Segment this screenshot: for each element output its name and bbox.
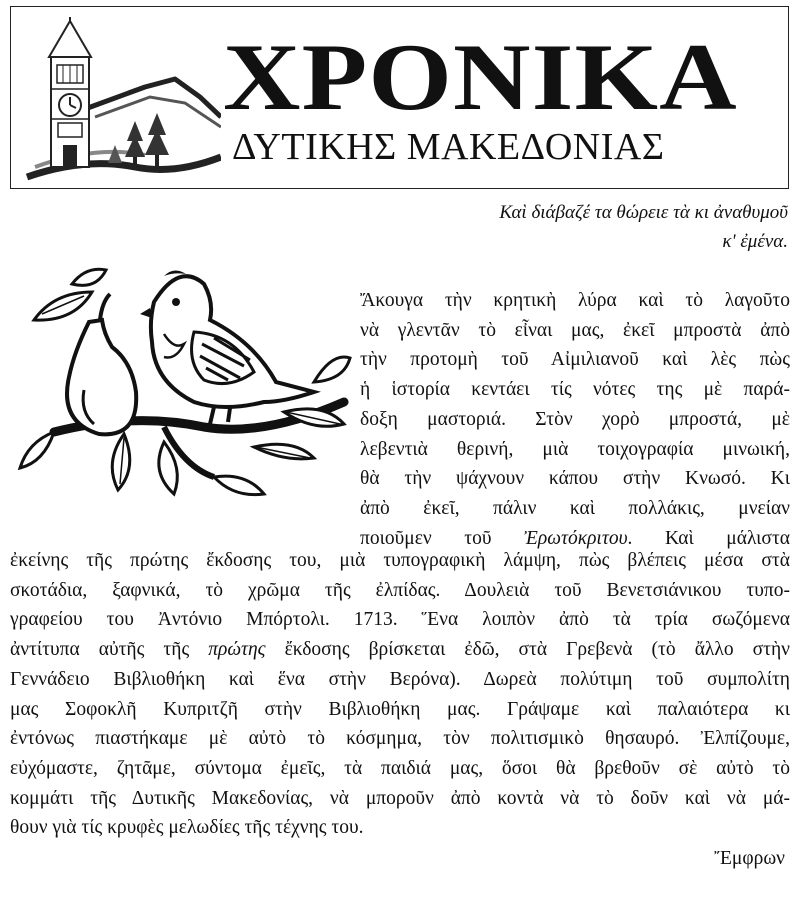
article-line: ἐντόνως πιαστήκαμε μὲ αὐτὸ τὸ κόσμημα, τὸν πολιτισμικὸ θησαυρό. Ἐλπίζουμε, bbox=[10, 728, 790, 750]
article-line-with-emphasis bbox=[10, 635, 790, 665]
text-fragment: ποιοῦμεν τοῦ bbox=[360, 527, 525, 549]
article-lead-column bbox=[360, 286, 790, 553]
article-line: δοξη μαστοριά. Στὸν χορὸ μπροστά, μὲ bbox=[360, 408, 790, 430]
article-body bbox=[10, 546, 790, 843]
work-title-erotokritos: Ἐρωτόκριτου bbox=[524, 527, 628, 549]
article-line: εὐχόμαστε, ζητᾶμε, σύντομα ἐμεῖς, τὰ παιδιά μας, ὅσοι θὰ βρεθοῦν σὲ αὐτὸ τὸ bbox=[10, 757, 790, 779]
emphasis-first: πρώτης bbox=[208, 639, 266, 661]
clock-tower-mountains-logo bbox=[25, 17, 221, 182]
article-line: τὴν προτομὴ τοῦ Αἰμιλιανοῦ καὶ λὲς πὼς bbox=[360, 349, 790, 371]
text-fragment: . Καὶ μάλιστα bbox=[627, 527, 790, 549]
article-line: λεβεντιὰ θερινή, μιὰ τοιχογραφία μινωική, bbox=[360, 438, 790, 460]
partridge-pear-illustration bbox=[14, 262, 352, 502]
epigraph-line: κ' ἐμένα. bbox=[722, 231, 788, 252]
article-line: κομμάτι τῆς Δυτικῆς Μακεδονίας, νὰ μποροῦν ἀπὸ κοντὰ νὰ τὸ δοῦν καὶ νὰ μά- bbox=[10, 787, 790, 809]
epigraph bbox=[268, 198, 788, 256]
article-line: μας Σοφοκλῆ Κυπριτζῆ στὴν Βιβλιοθήκη μας. Γράψαμε καὶ παλαιότερα κι bbox=[10, 698, 790, 720]
article-line: ἐκείνης τῆς πρώτης ἔκδοσης του, μιὰ τυπογραφικὴ λάμψη, πὼς βλέπεις μέσα στὰ bbox=[10, 550, 790, 571]
text-fragment: ἔκδοσης βρίσκεται ἐδῶ, στὰ Γρεβενὰ (τὸ ἄλλο στὴν bbox=[265, 639, 790, 661]
article-line: Ἄκουγα τὴν κρητικὴ λύρα καὶ τὸ λαγοῦτο bbox=[360, 290, 790, 311]
article-line: θουν γιὰ τίς κρυφὲς μελωδίες τῆς τέχνης του. bbox=[10, 817, 364, 839]
masthead bbox=[10, 6, 789, 189]
epigraph-line: Καὶ διάβαζέ τα θώρειε τὰ κι ἀναθυμοῦ bbox=[499, 202, 788, 223]
article-line: νὰ γλεντᾶν τὸ εἶναι μας, ἐκεῖ μπροστὰ ἀπὸ bbox=[360, 319, 790, 341]
text-fragment: ἀντίτυπα αὐτῆς τῆς bbox=[10, 639, 209, 661]
article-line: γραφείου του Ἀντόνιο Μπόρτολι. 1713. Ἕνα λοιπὸν ἀπὸ τὰ τρία σωζόμενα bbox=[10, 609, 790, 631]
article-line: θὰ τὴν ψάχνουν κάπου στὴν Κνωσό. Κι bbox=[360, 468, 790, 490]
masthead-title: ΧΡΟΝΙΚΑ bbox=[223, 24, 738, 130]
article-line: ἡ ἱστορία κεντάει τίς νότες της μὲ παρά- bbox=[360, 379, 790, 401]
article-line: Γεννάδειο Βιβλιοθήκη καὶ ἕνα στὴν Βερόνα). Δωρεὰ πολύτιμη τοῦ συμπολίτη bbox=[10, 668, 790, 690]
article-line: ἀπὸ ἐκεῖ, πάλιν καὶ πολλάκις, μνείαν bbox=[360, 497, 790, 519]
article-line: σκοτάδια, ξαφνικά, τὸ χρῶμα τῆς ἐλπίδας. Δουλειὰ τοῦ Βενετσιάνικου τυπο- bbox=[10, 579, 790, 601]
masthead-subtitle: ΔΥΤΙΚΗΣ ΜΑΚΕΔΟΝΙΑΣ bbox=[232, 126, 665, 168]
author-signature: Ἔμφρων bbox=[714, 848, 785, 869]
